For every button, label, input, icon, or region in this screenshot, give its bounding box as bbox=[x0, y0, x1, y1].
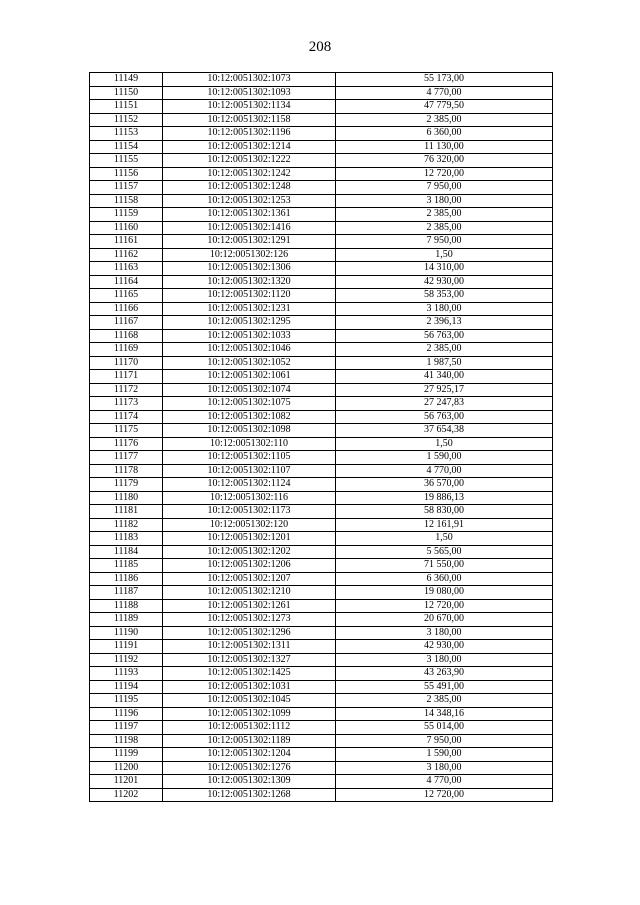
amount-cell: 43 263,90 bbox=[336, 667, 553, 681]
row-number-cell: 11150 bbox=[90, 86, 163, 100]
amount-cell: 2 385,00 bbox=[336, 208, 553, 222]
cadastral-number-cell: 10:12:0051302:1093 bbox=[163, 86, 336, 100]
table-row bbox=[90, 167, 553, 181]
table-row bbox=[90, 73, 553, 87]
table-row bbox=[90, 437, 553, 451]
cadastral-number-cell: 10:12:0051302:1276 bbox=[163, 761, 336, 775]
amount-cell: 14 310,00 bbox=[336, 262, 553, 276]
amount-cell: 3 180,00 bbox=[336, 653, 553, 667]
cadastral-number-cell: 10:12:0051302:1253 bbox=[163, 194, 336, 208]
amount-cell: 12 161,91 bbox=[336, 518, 553, 532]
row-number-cell: 11180 bbox=[90, 491, 163, 505]
amount-cell: 2 385,00 bbox=[336, 221, 553, 235]
cadastral-number-cell: 10:12:0051302:1075 bbox=[163, 397, 336, 411]
cadastral-number-cell: 10:12:0051302:1320 bbox=[163, 275, 336, 289]
table-row bbox=[90, 316, 553, 330]
row-number-cell: 11183 bbox=[90, 532, 163, 546]
cadastral-number-cell: 10:12:0051302:1196 bbox=[163, 127, 336, 141]
row-number-cell: 11172 bbox=[90, 383, 163, 397]
cadastral-number-cell: 10:12:0051302:1416 bbox=[163, 221, 336, 235]
row-number-cell: 11154 bbox=[90, 140, 163, 154]
amount-cell: 42 930,00 bbox=[336, 275, 553, 289]
table-row bbox=[90, 140, 553, 154]
page-number: 208 bbox=[308, 39, 332, 55]
cadastral-number-cell: 10:12:0051302:1158 bbox=[163, 113, 336, 127]
cadastral-number-cell: 10:12:0051302:1112 bbox=[163, 721, 336, 735]
cadastral-number-cell: 10:12:0051302:1202 bbox=[163, 545, 336, 559]
cadastral-number-cell: 10:12:0051302:1073 bbox=[163, 73, 336, 87]
table-row bbox=[90, 734, 553, 748]
cadastral-number-cell: 10:12:0051302:1033 bbox=[163, 329, 336, 343]
row-number-cell: 11192 bbox=[90, 653, 163, 667]
amount-cell: 3 180,00 bbox=[336, 302, 553, 316]
table-row bbox=[90, 505, 553, 519]
cadastral-number-cell: 10:12:0051302:1311 bbox=[163, 640, 336, 654]
cadastral-number-cell: 10:12:0051302:1061 bbox=[163, 370, 336, 384]
cadastral-number-cell: 10:12:0051302:1099 bbox=[163, 707, 336, 721]
table-row bbox=[90, 599, 553, 613]
cadastral-number-cell: 10:12:0051302:1306 bbox=[163, 262, 336, 276]
table-row bbox=[90, 532, 553, 546]
amount-cell: 56 763,00 bbox=[336, 410, 553, 424]
cadastral-number-cell: 10:12:0051302:1214 bbox=[163, 140, 336, 154]
table-row bbox=[90, 248, 553, 262]
table-row bbox=[90, 221, 553, 235]
row-number-cell: 11164 bbox=[90, 275, 163, 289]
row-number-cell: 11182 bbox=[90, 518, 163, 532]
row-number-cell: 11176 bbox=[90, 437, 163, 451]
table-row bbox=[90, 86, 553, 100]
table-row bbox=[90, 302, 553, 316]
row-number-cell: 11173 bbox=[90, 397, 163, 411]
amount-cell: 27 925,17 bbox=[336, 383, 553, 397]
row-number-cell: 11191 bbox=[90, 640, 163, 654]
amount-cell: 47 779,50 bbox=[336, 100, 553, 114]
amount-cell: 19 886,13 bbox=[336, 491, 553, 505]
cadastral-number-cell: 10:12:0051302:1273 bbox=[163, 613, 336, 627]
row-number-cell: 11155 bbox=[90, 154, 163, 168]
cadastral-number-cell: 10:12:0051302:1361 bbox=[163, 208, 336, 222]
amount-cell: 12 720,00 bbox=[336, 599, 553, 613]
row-number-cell: 11162 bbox=[90, 248, 163, 262]
amount-cell: 37 654,38 bbox=[336, 424, 553, 438]
amount-cell: 3 180,00 bbox=[336, 194, 553, 208]
amount-cell: 2 385,00 bbox=[336, 113, 553, 127]
cadastral-number-cell: 10:12:0051302:126 bbox=[163, 248, 336, 262]
cadastral-number-cell: 10:12:0051302:1107 bbox=[163, 464, 336, 478]
row-number-cell: 11163 bbox=[90, 262, 163, 276]
amount-cell: 1 590,00 bbox=[336, 748, 553, 762]
cadastral-number-cell: 10:12:0051302:110 bbox=[163, 437, 336, 451]
row-number-cell: 11193 bbox=[90, 667, 163, 681]
amount-cell: 58 830,00 bbox=[336, 505, 553, 519]
table-row bbox=[90, 545, 553, 559]
amount-cell: 12 720,00 bbox=[336, 788, 553, 802]
cadastral-number-cell: 10:12:0051302:1052 bbox=[163, 356, 336, 370]
cadastral-number-cell: 10:12:0051302:1189 bbox=[163, 734, 336, 748]
row-number-cell: 11181 bbox=[90, 505, 163, 519]
amount-cell: 4 770,00 bbox=[336, 775, 553, 789]
cadastral-number-cell: 10:12:0051302:1173 bbox=[163, 505, 336, 519]
row-number-cell: 11174 bbox=[90, 410, 163, 424]
table-row bbox=[90, 397, 553, 411]
row-number-cell: 11161 bbox=[90, 235, 163, 249]
table-row bbox=[90, 707, 553, 721]
row-number-cell: 11179 bbox=[90, 478, 163, 492]
amount-cell: 55 173,00 bbox=[336, 73, 553, 87]
cadastral-number-cell: 10:12:0051302:1206 bbox=[163, 559, 336, 573]
row-number-cell: 11167 bbox=[90, 316, 163, 330]
table-row bbox=[90, 410, 553, 424]
table-row bbox=[90, 613, 553, 627]
cadastral-number-cell: 10:12:0051302:1074 bbox=[163, 383, 336, 397]
row-number-cell: 11165 bbox=[90, 289, 163, 303]
registry-table bbox=[89, 72, 553, 802]
table-row bbox=[90, 748, 553, 762]
amount-cell: 1 590,00 bbox=[336, 451, 553, 465]
cadastral-number-cell: 10:12:0051302:1124 bbox=[163, 478, 336, 492]
table-row bbox=[90, 154, 553, 168]
table-row bbox=[90, 518, 553, 532]
amount-cell: 1,50 bbox=[336, 437, 553, 451]
table-row bbox=[90, 680, 553, 694]
row-number-cell: 11177 bbox=[90, 451, 163, 465]
amount-cell: 27 247,83 bbox=[336, 397, 553, 411]
table-row bbox=[90, 181, 553, 195]
table-row bbox=[90, 788, 553, 802]
cadastral-number-cell: 10:12:0051302:1105 bbox=[163, 451, 336, 465]
cadastral-number-cell: 10:12:0051302:1296 bbox=[163, 626, 336, 640]
table-row bbox=[90, 370, 553, 384]
table-row bbox=[90, 451, 553, 465]
table-row bbox=[90, 464, 553, 478]
cadastral-number-cell: 10:12:0051302:1268 bbox=[163, 788, 336, 802]
cadastral-number-cell: 10:12:0051302:1295 bbox=[163, 316, 336, 330]
table-row bbox=[90, 478, 553, 492]
table-row bbox=[90, 572, 553, 586]
row-number-cell: 11188 bbox=[90, 599, 163, 613]
row-number-cell: 11185 bbox=[90, 559, 163, 573]
amount-cell: 7 950,00 bbox=[336, 235, 553, 249]
row-number-cell: 11200 bbox=[90, 761, 163, 775]
row-number-cell: 11186 bbox=[90, 572, 163, 586]
cadastral-number-cell: 10:12:0051302:1201 bbox=[163, 532, 336, 546]
amount-cell: 14 348,16 bbox=[336, 707, 553, 721]
table-row bbox=[90, 194, 553, 208]
table-row bbox=[90, 559, 553, 573]
row-number-cell: 11194 bbox=[90, 680, 163, 694]
cadastral-number-cell: 10:12:0051302:1207 bbox=[163, 572, 336, 586]
cadastral-number-cell: 10:12:0051302:1134 bbox=[163, 100, 336, 114]
amount-cell: 3 180,00 bbox=[336, 761, 553, 775]
row-number-cell: 11157 bbox=[90, 181, 163, 195]
amount-cell: 2 385,00 bbox=[336, 694, 553, 708]
row-number-cell: 11175 bbox=[90, 424, 163, 438]
amount-cell: 1,50 bbox=[336, 532, 553, 546]
amount-cell: 5 565,00 bbox=[336, 545, 553, 559]
row-number-cell: 11190 bbox=[90, 626, 163, 640]
table-row bbox=[90, 491, 553, 505]
row-number-cell: 11201 bbox=[90, 775, 163, 789]
cadastral-number-cell: 10:12:0051302:1046 bbox=[163, 343, 336, 357]
amount-cell: 42 930,00 bbox=[336, 640, 553, 654]
amount-cell: 58 353,00 bbox=[336, 289, 553, 303]
amount-cell: 11 130,00 bbox=[336, 140, 553, 154]
amount-cell: 55 014,00 bbox=[336, 721, 553, 735]
row-number-cell: 11168 bbox=[90, 329, 163, 343]
table-row bbox=[90, 383, 553, 397]
cadastral-number-cell: 10:12:0051302:1204 bbox=[163, 748, 336, 762]
amount-cell: 19 080,00 bbox=[336, 586, 553, 600]
amount-cell: 4 770,00 bbox=[336, 86, 553, 100]
row-number-cell: 11156 bbox=[90, 167, 163, 181]
row-number-cell: 11195 bbox=[90, 694, 163, 708]
cadastral-number-cell: 10:12:0051302:1098 bbox=[163, 424, 336, 438]
row-number-cell: 11170 bbox=[90, 356, 163, 370]
amount-cell: 7 950,00 bbox=[336, 734, 553, 748]
table-row bbox=[90, 775, 553, 789]
registry-table-body bbox=[90, 73, 553, 802]
row-number-cell: 11152 bbox=[90, 113, 163, 127]
amount-cell: 41 340,00 bbox=[336, 370, 553, 384]
table-row bbox=[90, 127, 553, 141]
amount-cell: 76 320,00 bbox=[336, 154, 553, 168]
amount-cell: 3 180,00 bbox=[336, 626, 553, 640]
table-row bbox=[90, 626, 553, 640]
amount-cell: 1 987,50 bbox=[336, 356, 553, 370]
cadastral-number-cell: 10:12:0051302:1261 bbox=[163, 599, 336, 613]
amount-cell: 4 770,00 bbox=[336, 464, 553, 478]
amount-cell: 55 491,00 bbox=[336, 680, 553, 694]
table-row bbox=[90, 640, 553, 654]
table-row bbox=[90, 761, 553, 775]
row-number-cell: 11149 bbox=[90, 73, 163, 87]
table-row bbox=[90, 329, 553, 343]
row-number-cell: 11178 bbox=[90, 464, 163, 478]
cadastral-number-cell: 10:12:0051302:120 bbox=[163, 518, 336, 532]
table-row bbox=[90, 208, 553, 222]
table-row bbox=[90, 356, 553, 370]
row-number-cell: 11160 bbox=[90, 221, 163, 235]
row-number-cell: 11166 bbox=[90, 302, 163, 316]
row-number-cell: 11187 bbox=[90, 586, 163, 600]
row-number-cell: 11202 bbox=[90, 788, 163, 802]
amount-cell: 6 360,00 bbox=[336, 572, 553, 586]
amount-cell: 71 550,00 bbox=[336, 559, 553, 573]
table-row bbox=[90, 100, 553, 114]
row-number-cell: 11159 bbox=[90, 208, 163, 222]
table-row bbox=[90, 235, 553, 249]
row-number-cell: 11151 bbox=[90, 100, 163, 114]
table-row bbox=[90, 113, 553, 127]
cadastral-number-cell: 10:12:0051302:1248 bbox=[163, 181, 336, 195]
table-row bbox=[90, 721, 553, 735]
cadastral-number-cell: 10:12:0051302:116 bbox=[163, 491, 336, 505]
table-row bbox=[90, 667, 553, 681]
table-row bbox=[90, 289, 553, 303]
table-row bbox=[90, 424, 553, 438]
cadastral-number-cell: 10:12:0051302:1309 bbox=[163, 775, 336, 789]
table-row bbox=[90, 262, 553, 276]
amount-cell: 6 360,00 bbox=[336, 127, 553, 141]
amount-cell: 12 720,00 bbox=[336, 167, 553, 181]
cadastral-number-cell: 10:12:0051302:1120 bbox=[163, 289, 336, 303]
amount-cell: 2 396,13 bbox=[336, 316, 553, 330]
cadastral-number-cell: 10:12:0051302:1045 bbox=[163, 694, 336, 708]
row-number-cell: 11184 bbox=[90, 545, 163, 559]
table-row bbox=[90, 653, 553, 667]
row-number-cell: 11189 bbox=[90, 613, 163, 627]
row-number-cell: 11197 bbox=[90, 721, 163, 735]
row-number-cell: 11153 bbox=[90, 127, 163, 141]
row-number-cell: 11171 bbox=[90, 370, 163, 384]
table-row bbox=[90, 275, 553, 289]
amount-cell: 20 670,00 bbox=[336, 613, 553, 627]
row-number-cell: 11199 bbox=[90, 748, 163, 762]
row-number-cell: 11196 bbox=[90, 707, 163, 721]
row-number-cell: 11169 bbox=[90, 343, 163, 357]
row-number-cell: 11158 bbox=[90, 194, 163, 208]
cadastral-number-cell: 10:12:0051302:1327 bbox=[163, 653, 336, 667]
amount-cell: 36 570,00 bbox=[336, 478, 553, 492]
cadastral-number-cell: 10:12:0051302:1291 bbox=[163, 235, 336, 249]
cadastral-number-cell: 10:12:0051302:1031 bbox=[163, 680, 336, 694]
table-row bbox=[90, 586, 553, 600]
table-row bbox=[90, 694, 553, 708]
cadastral-number-cell: 10:12:0051302:1242 bbox=[163, 167, 336, 181]
row-number-cell: 11198 bbox=[90, 734, 163, 748]
cadastral-number-cell: 10:12:0051302:1210 bbox=[163, 586, 336, 600]
cadastral-number-cell: 10:12:0051302:1231 bbox=[163, 302, 336, 316]
amount-cell: 1,50 bbox=[336, 248, 553, 262]
amount-cell: 2 385,00 bbox=[336, 343, 553, 357]
cadastral-number-cell: 10:12:0051302:1082 bbox=[163, 410, 336, 424]
table-row bbox=[90, 343, 553, 357]
amount-cell: 56 763,00 bbox=[336, 329, 553, 343]
cadastral-number-cell: 10:12:0051302:1222 bbox=[163, 154, 336, 168]
cadastral-number-cell: 10:12:0051302:1425 bbox=[163, 667, 336, 681]
amount-cell: 7 950,00 bbox=[336, 181, 553, 195]
